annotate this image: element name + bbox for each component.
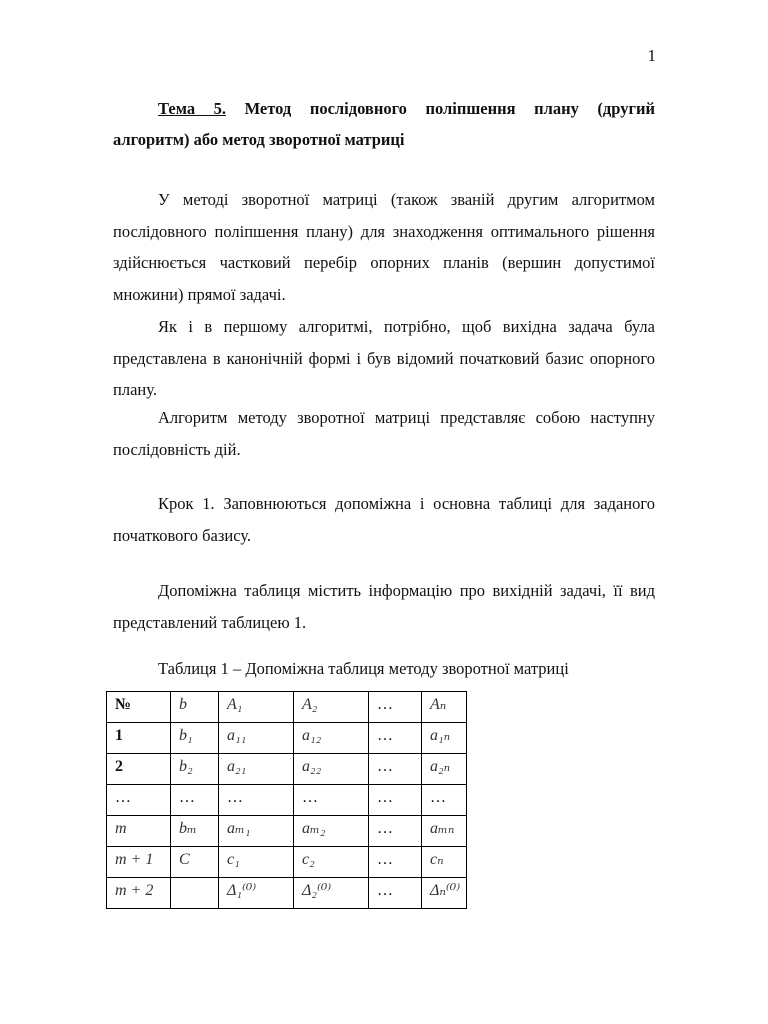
- table-cell: Δₙ⁽⁰⁾: [422, 878, 467, 909]
- table-cell: b₁: [171, 723, 219, 754]
- table-cell: …: [369, 754, 422, 785]
- table-cell: a₁₂: [294, 723, 369, 754]
- paragraph-step-1: Крок 1. Заповнюються допоміжна і основна таблиці для заданого початкового базису.: [113, 494, 655, 545]
- table-cell: b₂: [171, 754, 219, 785]
- table-cell: m + 2: [107, 878, 171, 909]
- table-cell: …: [422, 785, 467, 816]
- table-cell: A₁: [219, 692, 294, 723]
- table-cell: aₘₙ: [422, 816, 467, 847]
- paragraph-2: Як і в першому алгоритмі, потрібно, щоб вихідна задача була представлена в канонічній формі і був відомий початковий базис опорного плану.: [113, 317, 655, 400]
- table-cell: a₂₂: [294, 754, 369, 785]
- table-cell: C: [171, 847, 219, 878]
- table-cell: a₂ₙ: [422, 754, 467, 785]
- table-cell: Δ₁⁽⁰⁾: [219, 878, 294, 909]
- table-cell: …: [369, 785, 422, 816]
- table-row: [107, 785, 467, 816]
- paragraph-1: У методі зворотної матриці (також званій другим алгоритмом послідовного поліпшення плану) для знаходження оптимального рішення здійснюється частковий перебір опорних планів (вершин допустимої множини) прямої задачі.: [113, 190, 655, 304]
- table-cell: …: [369, 723, 422, 754]
- page-number: 1: [647, 46, 656, 65]
- table-cell: bₘ: [171, 816, 219, 847]
- table-cell: aₘ₂: [294, 816, 369, 847]
- section-title: [113, 93, 655, 155]
- table-caption: Таблиця 1 – Допоміжна таблиця методу зворотної матриці: [158, 659, 569, 678]
- title-line-1-rest: Метод послідовного поліпшення плану (другий: [226, 99, 655, 118]
- table-cell: …: [369, 878, 422, 909]
- topic-label: Тема 5.: [158, 99, 227, 118]
- table-cell: …: [369, 816, 422, 847]
- table-cell: …: [219, 785, 294, 816]
- table-cell: a₂₁: [219, 754, 294, 785]
- table-cell: c₂: [294, 847, 369, 878]
- paragraph-aux-table-intro: Допоміжна таблиця містить інформацію про вихідній задачі, її вид представлений таблицею 1.: [113, 581, 655, 632]
- auxiliary-table: [106, 691, 467, 909]
- table-cell: a₁₁: [219, 723, 294, 754]
- table-cell: m + 1: [107, 847, 171, 878]
- table-cell: …: [171, 785, 219, 816]
- table-row: [107, 847, 467, 878]
- table-cell: A₂: [294, 692, 369, 723]
- table-cell: …: [107, 785, 171, 816]
- table-cell: c₁: [219, 847, 294, 878]
- table-row: [107, 692, 467, 723]
- table-row: [107, 723, 467, 754]
- title-line-2: алгоритм) або метод зворотної матриці: [113, 130, 405, 149]
- table-cell: Δ₂⁽⁰⁾: [294, 878, 369, 909]
- table-cell: [171, 878, 219, 909]
- table-cell: Aₙ: [422, 692, 467, 723]
- table-cell: cₙ: [422, 847, 467, 878]
- table-cell: m: [107, 816, 171, 847]
- table-cell: …: [294, 785, 369, 816]
- table-cell: №: [107, 692, 171, 723]
- table-cell: …: [369, 692, 422, 723]
- table-row: [107, 816, 467, 847]
- table-cell: …: [369, 847, 422, 878]
- paragraph-3: Алгоритм методу зворотної матриці представляє собою наступну послідовність дій.: [113, 408, 655, 459]
- table-row: [107, 878, 467, 909]
- table-cell: b: [171, 692, 219, 723]
- table-row: [107, 754, 467, 785]
- title-line-1: [113, 93, 655, 124]
- table-cell: aₘ₁: [219, 816, 294, 847]
- table-cell: 1: [107, 723, 171, 754]
- table-cell: 2: [107, 754, 171, 785]
- table-cell: a₁ₙ: [422, 723, 467, 754]
